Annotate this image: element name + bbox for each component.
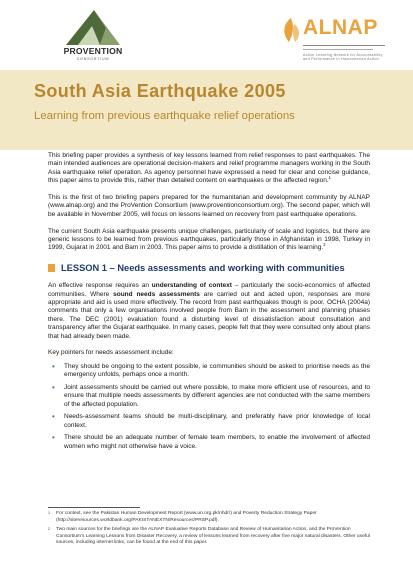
bullet-icon: •	[52, 361, 55, 371]
list-item: • There should be an adequate number of female team members, to enable the involvement of affected women who might not otherwise have a voice.	[52, 433, 370, 450]
pointers-list	[52, 363, 370, 451]
alnap-logo-text: ALNAP	[303, 16, 378, 39]
lesson-1-title: LESSON 1 – Needs assessments and working with communities	[61, 263, 345, 274]
list-item: • Joint assessments should be carried out where possible, to make more efficient use of resources, and to ensure that multiple needs assessments by different agencies are not conducted with the same members of the affected population.	[52, 382, 370, 408]
list-item: • Needs-assessment teams should be multi-disciplinary, and preferably have prior knowledge of local context.	[52, 412, 370, 429]
main-content	[48, 152, 370, 455]
lesson-1-paragraph: An effective response requires an understanding of context – particularly the socio-economics of affected communities. Where sound needs assessments are carried out and acted upon, responses are more appropriate and aid is used more effectively. The record from past earthquakes though is poor. OCHA (2004a) comments that only a few organisations involved people from Bam in the assessment and planning phases there. The DEC (2001) evaluation found a disturbing level of dissatisfaction about consultation and transparency after the Gujarat earthquake. In many cases, people felt that they were consulted only about plans that had already been made.	[48, 282, 371, 340]
bullet-icon: •	[52, 412, 55, 422]
footnote-ref[interactable]: 1	[328, 175, 331, 181]
footnotes	[48, 511, 370, 550]
alnap-leaf-icon	[280, 16, 302, 44]
provention-mountain-icon	[58, 8, 128, 46]
provention-logo-text: PROVENTION	[63, 46, 123, 56]
alnap-logo-rule	[303, 45, 385, 46]
bullet-icon: •	[52, 433, 55, 443]
page-title: South Asia Earthquake 2005	[34, 81, 286, 101]
alnap-logo-rule	[303, 49, 373, 50]
footnote: 1 For context, see the Pakistan Human Development Report (www.un.org.pk/nhdr/) and Poverty Reduction Strategy Paper (http://siteresources.worldbank.org/PAKISTANEXTN/Resources/PRSP.pdf).	[48, 511, 317, 523]
intro-paragraph: This briefing paper provides a synthesis of key lessons learned from relief responses to past earthquakes. The main intended audiences are operational decision-makers and relief programme managers working in the South Asia earthquake relief operation. As agency personnel have expressed a need for clear and concise guidance, this paper aims to provide this, rather than detailed content on earthquakes or the affected region.$^1$	[48, 152, 370, 185]
section-marker-icon	[48, 264, 55, 272]
lesson-1-heading	[48, 261, 370, 275]
intro-paragraph: This is the first of two briefing papers prepared for the humanitarian and development community by ALNAP (www.alnap.org) and the ProVention Consortium (www.proventionconsortium.org). The second paper, which will be available in November 2005, will focus on lessons learned on recovery from past earthquake operations.	[48, 194, 370, 218]
page-subtitle: Learning from previous earthquake relief operations	[34, 110, 295, 122]
intro-paragraph: The current South Asia earthquake presents unique challenges, particularly of scale and logistics, but there are generic lessons to be learned from previous earthquakes, particularly those in Afghanistan in 1998, Turkey in 1999, Gujarat in 2001 and Bam in 2003. This paper aims to provide a distillation of this learning.$^2$	[48, 227, 370, 252]
list-item: • They should be ongoing to the extent possible, ie communities should be asked to prioritise needs as the emergency unfolds, perhaps once a month.	[52, 361, 370, 379]
provention-logo	[50, 8, 136, 63]
pointers-intro: Key pointers for needs assessment include:	[48, 349, 174, 357]
page-header	[0, 0, 413, 70]
footnote-divider	[48, 507, 140, 508]
footnote-ref[interactable]: 2	[323, 242, 326, 248]
alnap-logo	[280, 16, 390, 66]
provention-logo-subtext: CONSORTIUM	[76, 57, 110, 61]
bullet-icon: •	[52, 382, 55, 392]
alnap-logo-subtext: Active Learning Network for Accountability and Performance in Humanitarian Action	[303, 53, 383, 61]
footnote: 2 Two main sources for the briefings are the ALNAP Evaluative Reports Database and Review of Humanitarian Action, and the ProVention Consortium's Learning Lessons from Disaster Recovery, a review of lessons learned from recovery after five major natural disasters. Other useful sources, including internet links, can be found at the end of this paper.	[48, 526, 370, 546]
